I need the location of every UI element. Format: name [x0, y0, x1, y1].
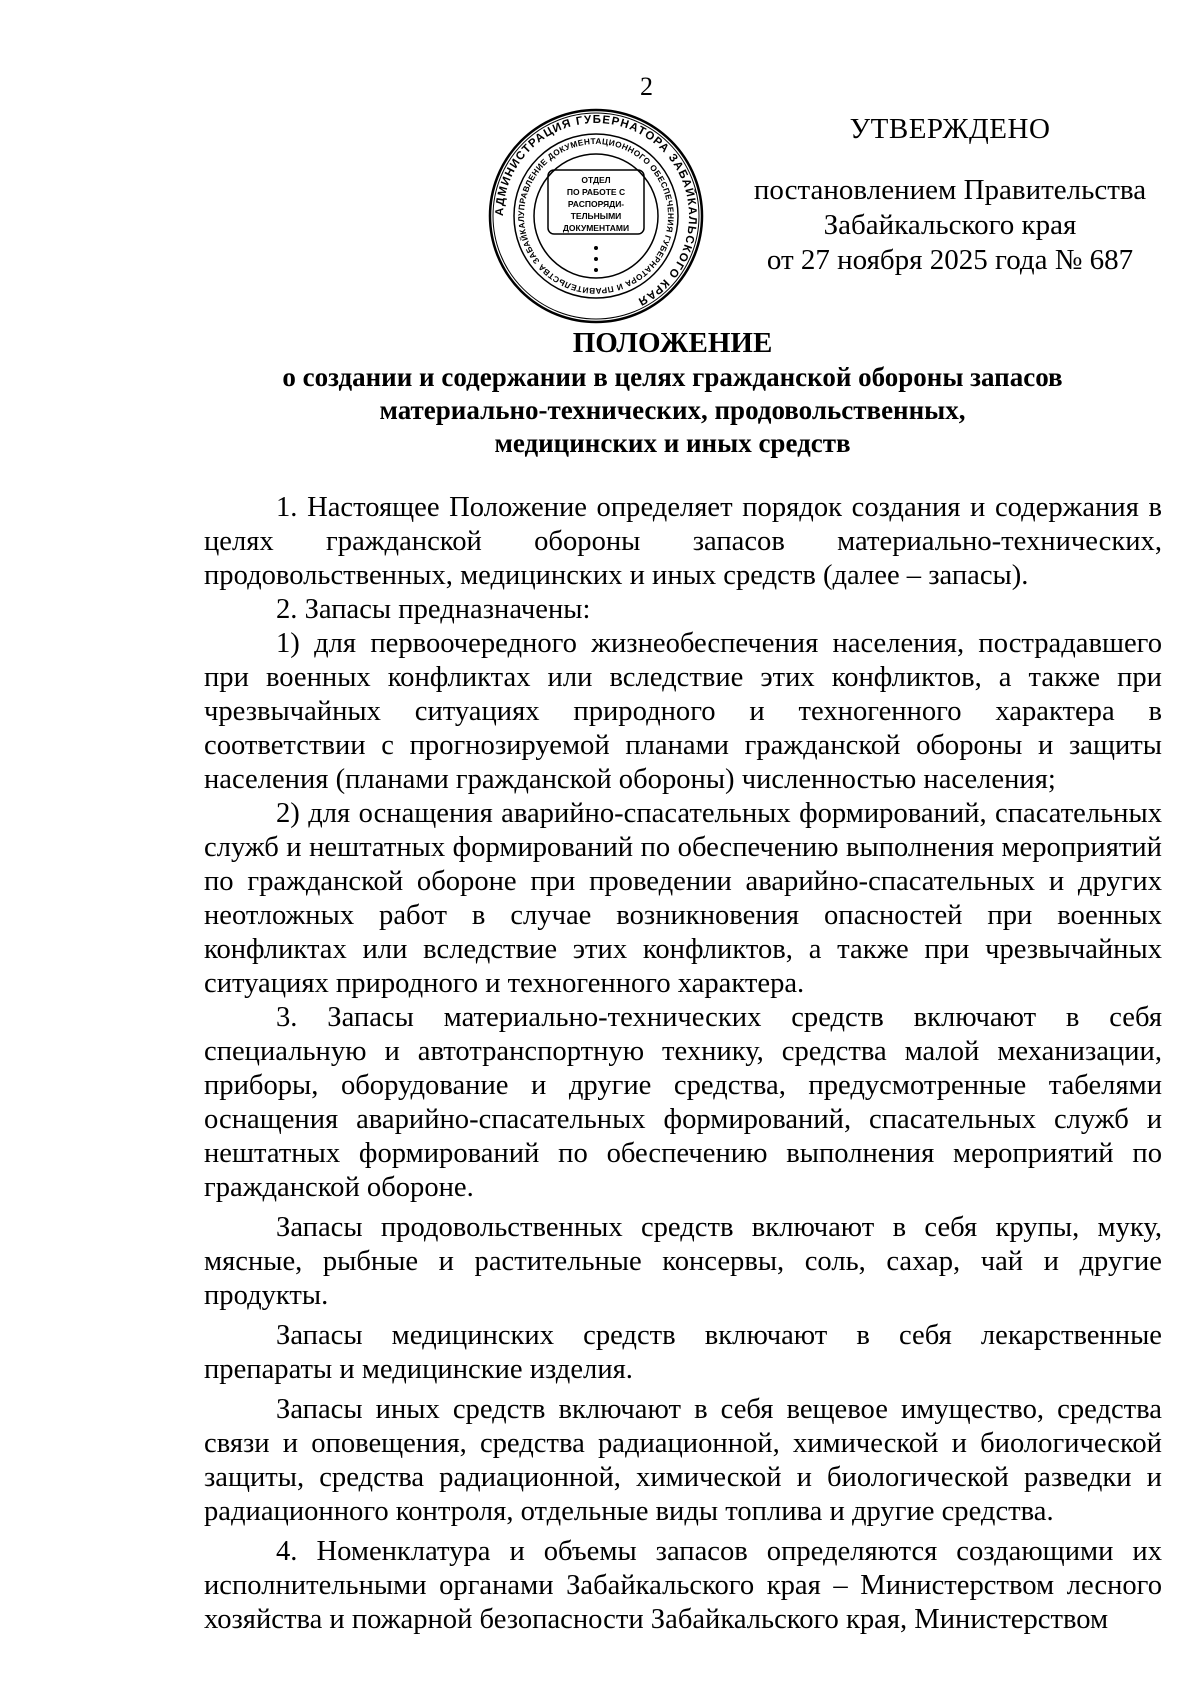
approved-label: УТВЕРЖДЕНО	[849, 113, 1051, 145]
document-title-block	[150, 325, 1195, 460]
document-subtitle-line-1: о создании и содержании в целях гражданской обороны запасов	[282, 362, 1063, 392]
svg-text:ПО РАБОТЕ С: ПО РАБОТЕ С	[566, 187, 626, 197]
seal-graphic	[488, 108, 704, 324]
paragraph: Запасы иных средств включают в себя вещевое имущество, средства связи и оповещения, средства радиационной, химической и биологической защиты, средства радиационной, химической и биологической разведки и радиационного контроля, отдельные виды топлива и другие средства.	[204, 1394, 1162, 1527]
paragraph: 1) для первоочередного жизнеобеспечения населения, пострадавшего при военных конфликтах или вследствие этих конфликтов, а также при чрезвычайных ситуациях природного и техногенного характера в соответствии с прогнозируемой планами гражданской обороны и защиты населения (планами гражданской обороны) численностью населения;	[204, 628, 1162, 795]
paragraph: 2) для оснащения аварийно-спасательных формирований, спасательных служб и нештатных формирований по обеспечению выполнения мероприятий по гражданской обороне при проведении аварийно-спасательных и других неотложных работ в случае возникновения опасностей при военных конфликтах или вследствие этих конфликтов, а также при чрезвычайных ситуациях природного и техногенного характера.	[204, 798, 1162, 999]
svg-text:ОТДЕЛ: ОТДЕЛ	[581, 175, 611, 185]
document-subtitle-line-2: материально-технических, продовольственных,	[379, 395, 966, 425]
paragraph: Запасы медицинских средств включают в себя лекарственные препараты и медицинские изделия.	[204, 1320, 1162, 1385]
svg-text:УПРАВЛЕНИЕ ДОКУМЕНТАЦИОННОГО О: УПРАВЛЕНИЕ ДОКУМЕНТАЦИОННОГО ОБЕСПЕЧЕНИЯ ГУБЕРНАТОРА И ПРАВИТЕЛЬСТВА ЗАБАЙКАЛ	[515, 135, 677, 297]
paragraph: 3. Запасы материально-технических средств включают в себя специальную и автотранспортную технику, средства малой механизации, приборы, оборудование и другие средства, предусмотренные табелями оснащения аварийно-спасательных формирований, спасательных служб и нештатных формирований по обеспечению выполнения мероприятий по гражданской обороне.	[204, 1002, 1162, 1203]
svg-text:АДМИНИСТРАЦИЯ ГУБЕРНАТОРА ЗАБА: АДМИНИСТРАЦИЯ ГУБЕРНАТОРА ЗАБАЙКАЛЬСКОГО КРАЯ	[493, 113, 699, 308]
paragraph: 2. Запасы предназначены:	[276, 594, 591, 625]
svg-text:ДОКУМЕНТАМИ: ДОКУМЕНТАМИ	[562, 223, 630, 233]
paragraph: 1. Настоящее Положение определяет порядок создания и содержания в целях гражданской обороны запасов материально-технических, продовольственных, медицинских и иных средств (далее – запасы).	[204, 492, 1162, 591]
approval-line-3: от 27 ноября 2025 года № 687	[766, 244, 1134, 276]
document-subtitle-line-3: медицинских и иных средств	[494, 428, 851, 458]
svg-text:РАСПОРЯДИ-: РАСПОРЯДИ-	[567, 199, 625, 209]
approval-block	[740, 112, 1160, 278]
paragraph: 4. Номенклатура и объемы запасов определяются создающими их исполнительными органами Забайкальского края – Министерством лесного хозяйства и пожарной безопасности Забайкальского края, Министерством	[204, 1536, 1162, 1635]
page-number: 2	[640, 72, 653, 101]
official-seal	[488, 108, 704, 324]
approval-line-1: постановлением Правительства	[753, 174, 1147, 206]
document-body	[204, 491, 1162, 1637]
document-title: ПОЛОЖЕНИЕ	[572, 327, 773, 359]
svg-text:ТЕЛЬНЫМИ: ТЕЛЬНЫМИ	[570, 211, 622, 221]
paragraph: Запасы продовольственных средств включают в себя крупы, муку, мясные, рыбные и растительные консервы, соль, сахар, чай и другие продукты.	[204, 1212, 1162, 1311]
approval-line-2: Забайкальского края	[823, 209, 1077, 241]
